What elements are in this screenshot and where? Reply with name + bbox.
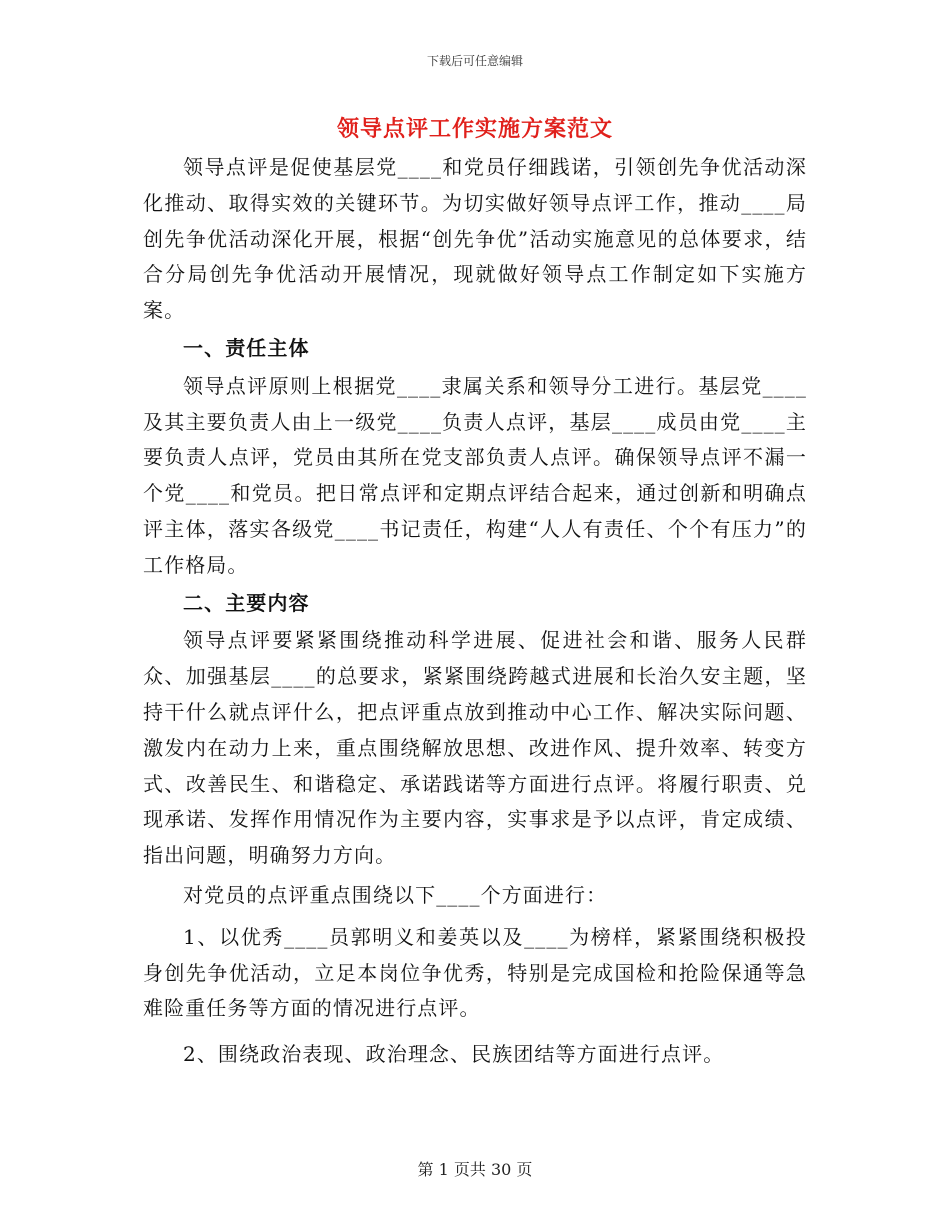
section-heading-responsibility: 一、责任主体 [183, 335, 310, 360]
document-body [143, 150, 807, 1073]
document-title: 领导点评工作实施方案范文 [336, 116, 613, 142]
paragraph-member-review: 对党员的点评重点围绕以下____个方面进行： [183, 882, 608, 907]
paragraph-content: 领导点评要紧紧围绕推动科学进展、促进社会和谐、服务人民群众、加强基层____的总要求，紧紧围绕跨越式进展和长治久安主题，坚持干什么就点评什么，把点评重点放到推动中心工作、解决实际问题、激发内在动力上来，重点围绕解放思想、改进作风、提升效率、转变方式、改善民生、和谐稳定、承诺践诺等方面进行点评。将履行职责、兑现承诺、发挥作用情况作为主要内容，实事求是予以点评，肯定成绩、指出问题，明确努力方向。 [143, 628, 807, 868]
list-item-2: 2、围绕政治表现、政治理念、民族团结等方面进行点评。 [183, 1042, 725, 1067]
section-heading-content: 二、主要内容 [183, 590, 310, 615]
paragraph-responsibility: 领导点评原则上根据党____隶属关系和领导分工进行。基层党____及其主要负责人由上一级党____负责人点评，基层____成员由党____主要负责人点评，党员由其所在党支部负责人点评。确保领导点评不漏一个党____和党员。把日常点评和定期点评结合起来，通过创新和明确点评主体，落实各级党____书记责任，构建“人人有责任、个个有压力”的工作格局。 [143, 373, 807, 577]
page-number-footer: 第 1 页共 30 页 [417, 1160, 533, 1179]
header-note: 下载后可任意编辑 [426, 54, 523, 68]
list-item-1: 1、以优秀____员郭明义和姜英以及____为榜样，紧紧围绕积极投身创先争优活动，立足本岗位争优秀，特别是完成国检和抢险保通等急难险重任务等方面的情况进行点评。 [143, 924, 807, 1021]
paragraph-intro: 领导点评是促使基层党____和党员仔细践诺，引领创先争优活动深化推动、取得实效的关键环节。为切实做好领导点评工作，推动____局创先争优活动深化开展，根据“创先争优”活动实施意见的总体要求，结合分局创先争优活动开展情况，现就做好领导点工作制定如下实施方案。 [143, 155, 807, 323]
